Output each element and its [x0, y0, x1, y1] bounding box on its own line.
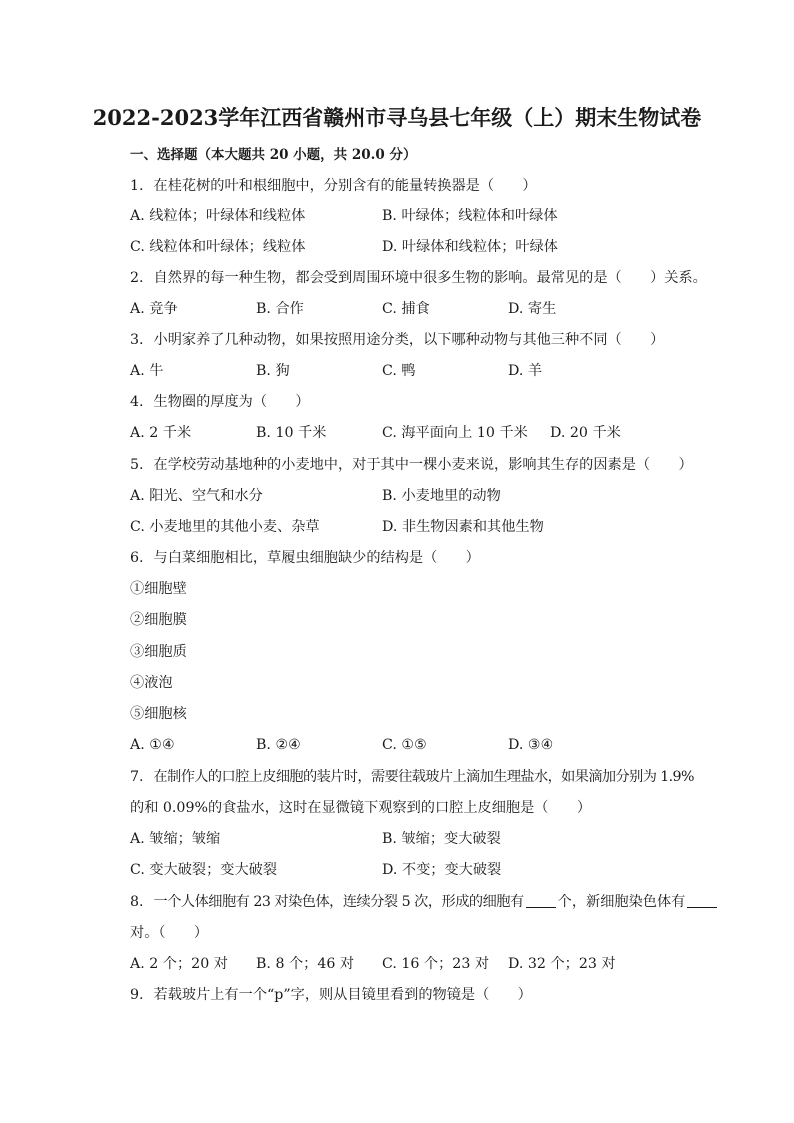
- question-number: 7.: [130, 769, 144, 785]
- question-number: 9.: [130, 987, 144, 1003]
- option-d: D. 羊: [508, 363, 543, 379]
- option-c: C. 线粒体和叶绿体；线粒体: [130, 239, 306, 255]
- option-d: D. 32 个；23 对: [508, 956, 616, 972]
- question-number: 1.: [130, 178, 144, 194]
- question-5: [130, 455, 693, 475]
- question-text-continued: 的和 0.09%的食盐水，这时在显微镜下观察到的口腔上皮细胞是（ ）: [130, 800, 592, 816]
- option-d: D. ③④: [508, 737, 554, 753]
- option-c: C. 捕食: [382, 301, 430, 317]
- option-a: A. 皱缩；皱缩: [130, 831, 221, 847]
- option-b: B. 合作: [256, 301, 304, 317]
- section-heading: 一、选择题（本大题共 20 小题，共 20.0 分）: [130, 147, 417, 163]
- question-text: 与白菜细胞相比，草履虫细胞缺少的结构是（ ）: [153, 550, 480, 566]
- option-b: B. ②④: [256, 737, 301, 753]
- list-item: ④液泡: [130, 675, 173, 691]
- question-text: 个，新细胞染色体有: [557, 894, 686, 910]
- answer-blank: [687, 893, 717, 908]
- list-item: ①细胞壁: [130, 581, 187, 597]
- question-text-continued: 对。（ ）: [130, 925, 209, 941]
- option-a: A. 竞争: [130, 301, 178, 317]
- option-b: B. 狗: [256, 363, 290, 379]
- question-text: 自然界的每一种生物，都会受到周围环境中很多生物的影响。最常见的是（ ）关系。: [153, 270, 707, 286]
- question-number: 2.: [130, 270, 144, 286]
- option-c: C. 鸭: [382, 363, 416, 379]
- question-8: [130, 892, 719, 912]
- option-c: C. 变大破裂；变大破裂: [130, 862, 278, 878]
- option-a: A. 线粒体；叶绿体和线粒体: [130, 208, 306, 224]
- option-b: B. 皱缩；变大破裂: [382, 831, 501, 847]
- option-a: A. 2 个；20 对: [130, 956, 228, 972]
- question-3: [130, 330, 664, 350]
- question-text: 若载玻片上有一个“p”字，则从目镜里看到的物镜是（ ）: [153, 987, 532, 1003]
- option-d: D. 叶绿体和线粒体；叶绿体: [382, 239, 558, 255]
- list-item: ③细胞质: [130, 644, 187, 660]
- option-a: A. 2 千米: [130, 425, 192, 441]
- question-number: 8.: [130, 894, 144, 910]
- question-number: 5.: [130, 457, 144, 473]
- option-d: D. 寄生: [508, 301, 557, 317]
- question-2: [130, 268, 707, 288]
- option-d: D. 非生物因素和其他生物: [382, 519, 544, 535]
- question-number: 6.: [130, 550, 144, 566]
- question-9: [130, 985, 532, 1005]
- list-item: ⑤细胞核: [130, 706, 187, 722]
- option-a: A. 阳光、空气和水分: [130, 488, 263, 504]
- page-title: 2022-2023学年江西省赣州市寻乌县七年级（上）期末生物试卷: [92, 105, 702, 130]
- option-c: C. ①⑤: [382, 737, 427, 753]
- question-4: [130, 392, 310, 412]
- list-item: ②细胞膜: [130, 612, 187, 628]
- option-c: C. 16 个；23 对: [382, 956, 490, 972]
- option-c: C. 海平面向上 10 千米: [382, 425, 528, 441]
- option-c: C. 小麦地里的其他小麦、杂草: [130, 519, 320, 535]
- option-b: B. 叶绿体；线粒体和叶绿体: [382, 208, 558, 224]
- question-6: [130, 548, 480, 568]
- option-d: D. 20 千米: [550, 425, 621, 441]
- question-text: 生物圈的厚度为（ ）: [153, 394, 310, 410]
- option-a: A. 牛: [130, 363, 164, 379]
- question-number: 3.: [130, 332, 144, 348]
- question-1: [130, 176, 537, 196]
- option-b: B. 10 千米: [256, 425, 327, 441]
- option-b: B. 小麦地里的动物: [382, 488, 501, 504]
- question-text: 在学校劳动基地种的小麦地中，对于其中一棵小麦来说，影响其生存的因素是（ ）: [153, 457, 693, 473]
- question-text: 小明家养了几种动物，如果按照用途分类，以下哪种动物与其他三种不同（ ）: [153, 332, 665, 348]
- question-text: 在制作人的口腔上皮细胞的装片时，需要往载玻片上滴加生理盐水，如果滴加分别为 1.9%: [153, 769, 694, 785]
- question-text: 一个人体细胞有 23 对染色体，连续分裂 5 次，形成的细胞有: [153, 894, 524, 910]
- question-7: [130, 767, 694, 787]
- question-text: 在桂花树的叶和根细胞中，分别含有的能量转换器是（ ）: [153, 178, 537, 194]
- answer-blank: [526, 893, 556, 908]
- option-a: A. ①④: [130, 737, 175, 753]
- option-b: B. 8 个；46 对: [256, 956, 355, 972]
- option-d: D. 不变；变大破裂: [382, 862, 502, 878]
- question-number: 4.: [130, 394, 144, 410]
